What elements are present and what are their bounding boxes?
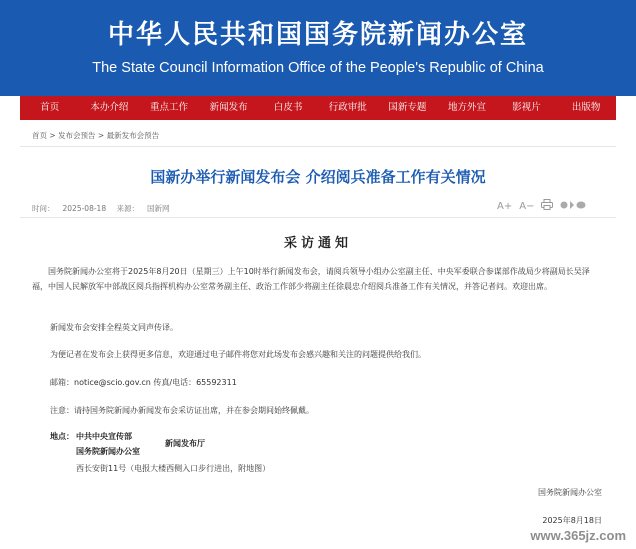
- nav-item-admin-approval[interactable]: 行政审批: [328, 102, 367, 113]
- divider: [20, 217, 616, 218]
- main-nav: [20, 96, 616, 120]
- nav-item-films[interactable]: 影视片: [512, 102, 541, 113]
- share-icons[interactable]: [560, 200, 586, 213]
- address-label: 地点：: [50, 432, 74, 441]
- address-street[interactable]: 西长安街11号（电报大楼西侧入口步行进出，附地图）: [76, 464, 271, 473]
- nav-item-home[interactable]: 首页: [40, 102, 60, 113]
- divider: [20, 146, 616, 147]
- contact-info: 邮箱：notice@scio.gov.cn 传真/电话：65592311: [50, 378, 237, 387]
- address-line: 国务院新闻办公室: [76, 447, 140, 456]
- publish-time: 2025-08-18: [62, 204, 107, 213]
- nav-item-key-work[interactable]: 重点工作: [149, 102, 188, 113]
- signature: 国务院新闻办公室: [538, 488, 602, 497]
- notice-paragraph: 新闻发布会安排全程英文同声传译。: [50, 323, 178, 332]
- site-banner: [0, 0, 636, 96]
- address-line: 新闻发布厅: [165, 439, 205, 448]
- nav-item-topics[interactable]: 国新专题: [388, 102, 427, 113]
- nav-item-about[interactable]: 本办介绍: [90, 102, 129, 113]
- source-label: 来源：: [116, 204, 139, 213]
- notice-heading: 采访通知: [283, 236, 352, 251]
- article-tools: [497, 199, 586, 213]
- article-title: 国新办举行新闻发布会 介绍阅兵准备工作有关情况: [150, 168, 486, 186]
- notice-paragraph: 注意：请持国务院新闻办新闻发布会采访证出席，并在参会期间始终佩戴。: [50, 406, 314, 415]
- site-title-en: The State Council Information Office of the People's Republic of China: [92, 60, 544, 76]
- notice-paragraph: 为便记者在发布会上获得更多信息，欢迎通过电子邮件将您对此场发布会感兴趣和关注的问题提供给我们。: [50, 350, 426, 359]
- nav-item-white-paper[interactable]: 白皮书: [273, 102, 303, 113]
- notice-paragraph: 国务院新闻办公室将于2025年8月20日（星期三）上午10时举行新闻发布会，请阅兵领导小组办公室副主任、中央军委联合参谋部作战局少将副局长吴泽福，中国人民解放军中部战区阅兵指挥机构办公室常务副主任、政治工作部少将副主任徐晨忠介绍阅兵准备工作有关情况，并答记者问。欢迎出席。: [32, 267, 590, 291]
- site-title-cn: 中华人民共和国国务院新闻办公室: [107, 20, 528, 50]
- watermark: www.365jz.com: [530, 528, 626, 543]
- breadcrumb[interactable]: 首页 > 发布会预告 > 最新发布会预告: [32, 131, 160, 140]
- source: 国新网: [146, 204, 170, 213]
- time-label: 时间：: [32, 204, 55, 213]
- print-icon[interactable]: [541, 199, 553, 213]
- article-meta: [32, 203, 177, 214]
- font-increase-icon[interactable]: A+: [497, 200, 513, 212]
- font-decrease-icon[interactable]: A−: [519, 200, 535, 212]
- nav-item-press-release[interactable]: 新闻发布: [209, 102, 248, 113]
- nav-item-local[interactable]: 地方外宣: [447, 102, 486, 113]
- nav-item-publications[interactable]: 出版物: [571, 102, 601, 113]
- notice-date: 2025年8月18日: [542, 516, 602, 525]
- address-line: 中共中央宣传部: [76, 432, 132, 441]
